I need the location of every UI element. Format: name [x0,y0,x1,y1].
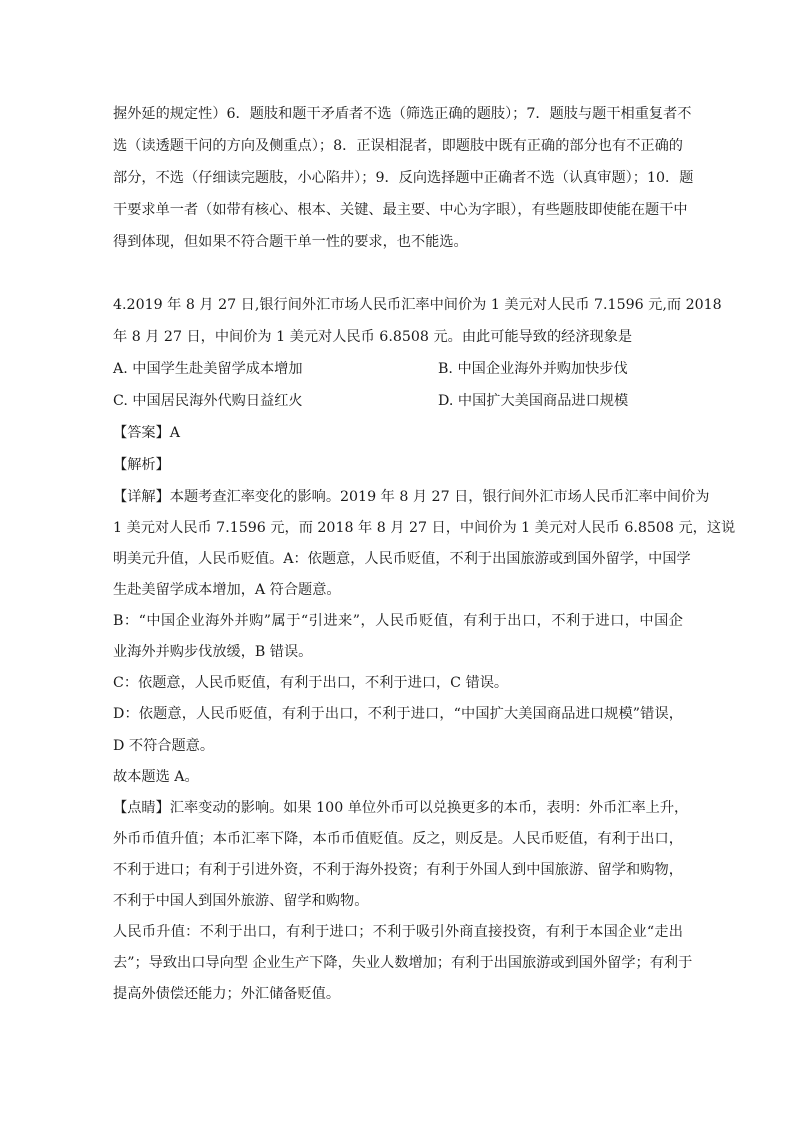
answer-label: 【答案】A [113,425,180,441]
detail-line: 1 美元对人民币 7.1596 元，而 2018 年 8 月 27 日，中间价为 1 美元对人民币 6.8508 元，这说 [113,520,736,536]
tips-line: 不利于中国人到国外旅游、留学和购物。 [113,893,369,909]
option-b: B. 中国企业海外并购加快步伐 [438,361,628,377]
tips-line: 去”；导致出口导向型 企业生产下降，失业人数增加；有利于出国旅游或到国外留学；有利于 [113,955,693,971]
detail-line: 故本题选 A。 [113,769,199,785]
detail-line: D 不符合题意。 [113,738,215,754]
detail-line: C：依题意，人民币贬值，有利于出口，不利于进口，C 错误。 [113,675,509,691]
intro-line: 选（读透题干问的方向及侧重点）；8．正误相混者，即题肢中既有正确的部分也有不正确的 [113,138,683,154]
tips-line: 人民币升值：不利于出口，有利于进口；不利于吸引外商直接投资，有利于本国企业“走出 [113,924,683,940]
intro-line: 得到体现，但如果不符合题干单一性的要求，也不能选。 [113,234,468,250]
intro-line: 干要求单一者（如带有核心、根本、关键、最主要、中心为字眼），有些题肢即使能在题干中 [113,202,688,218]
option-c: C. 中国居民海外代购日益红火 [113,393,303,409]
tips-line: 【点睛】汇率变动的影响。如果 100 单位外币可以兑换更多的本币，表明：外币汇率上升， [113,800,689,816]
intro-line: 握外延的规定性）6．题肢和题干矛盾者不选（筛选正确的题肢）；7．题肢与题干相重复者不 [113,106,692,122]
detail-line: 业海外并购步伐放缓，B 错误。 [113,644,313,660]
tips-line: 提高外债偿还能力；外汇储备贬值。 [113,986,341,1002]
option-d: D. 中国扩大美国商品进口规模 [438,393,629,409]
detail-line: 【详解】本题考查汇率变化的影响。2019 年 8 月 27 日，银行间外汇市场人民币汇率中间价为 [113,489,710,505]
detail-line: 生赴美留学成本增加，A 符合题意。 [113,582,341,598]
analysis-heading: 【解析】 [113,457,170,473]
option-a: A. 中国学生赴美留学成本增加 [113,361,303,377]
detail-line: D：依题意，人民币贬值，有利于出口，不利于进口，“中国扩大美国商品进口规模”错误， [113,706,683,722]
tips-line: 不利于进口；有利于引进外资，不利于海外投资；有利于外国人到中国旅游、留学和购物， [113,862,683,878]
detail-line: 明美元升值，人民币贬值。A：依题意，人民币贬值，不利于出国旅游或到国外留学，中国学 [113,551,691,567]
question-stem: 4.2019 年 8 月 27 日,银行间外汇市场人民币汇率中间价为 1 美元对人民币 7.1596 元,而 2018 [113,297,722,313]
intro-line: 部分，不选（仔细读完题肢，小心陷井）；9．反向选择题中正确者不选（认真审题）；10．题 [113,170,694,186]
question-stem: 年 8 月 27 日，中间价为 1 美元对人民币 6.8508 元。由此可能导致的经济现象是 [113,329,633,345]
tips-line: 外币币值升值；本币汇率下降，本币币值贬值。反之，则反是。人民币贬值，有利于出口， [113,831,683,847]
detail-line: B：“中国企业海外并购”属于“引进来”，人民币贬值，有利于出口，不利于进口，中国企 [113,613,683,629]
